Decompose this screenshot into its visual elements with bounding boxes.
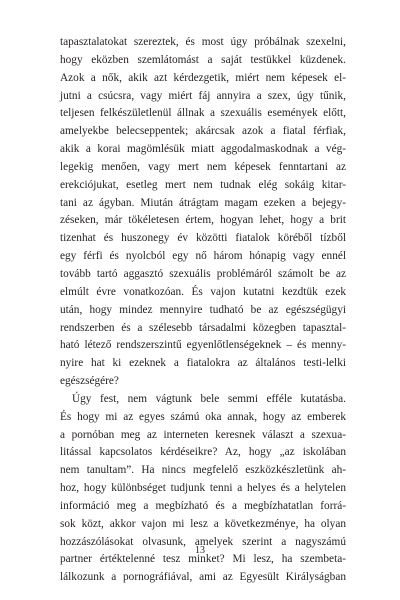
text-line: Azok a nők, akik azt kérdezgetik, miért nem képesek el- <box>60 71 346 84</box>
text-line: nyire hat ki ezeknek a fiatalokra az általános testi-lelki <box>60 357 346 370</box>
paragraph-1 <box>60 34 346 391</box>
text-line: erekciójukat, esetleg mert nem tudnak elég sokáig kitar- <box>60 178 346 191</box>
text-line: hogy eközben szemlátomást a saját testükkel küzdenek. <box>60 53 346 66</box>
text-line: tapasztalatokat szereztek, és most úgy próbálnak szexelni, <box>60 36 346 48</box>
text-line: a pornóban meg az interneten keresnek választ a szexua- <box>60 428 346 441</box>
text-line: litással kapcsolatos kérdéseikre? Az, hogy „az iskolában <box>60 446 346 459</box>
text-line: nem tanultam”. Ha nincs megfelelő eszközkészletünk ah- <box>60 464 346 477</box>
text-line: információ meg a megbízható és a megbízhatatlan forrá- <box>60 499 346 512</box>
text-line: partner értéktelenné tesz minket? Mi lesz, ha szembeta- <box>60 553 346 566</box>
text-line: jutni a csúcsra, vagy miért fáj annyira a szex, úgy tűnik, <box>60 89 346 102</box>
text-line: hozzászólásokat olvasunk, amelyek szerint a nagyszámú <box>60 535 346 548</box>
text-line: teljesen felkészületlenül állnak a szexuális események előtt, <box>60 107 346 120</box>
text-line: egy férfi és nyolcból egy nő három hónapig vagy ennél <box>60 250 346 263</box>
text-line: ható létező rendszerszintű egyenlőtlenségeknek – és menny- <box>60 339 346 352</box>
text-line: legekig menően, vagy mert nem képesek fenntartani az <box>60 160 346 173</box>
text-line: elmúlt évre vonatkozóan. És vajon kutatni kezdtük ezek <box>60 285 346 298</box>
text-line: tovább tartó aggasztó szexuális problémáról számolt be az <box>60 267 346 280</box>
text-line: rendszerben és a szélesebb társadalmi közegben tapasztal- <box>60 321 346 334</box>
text-line: lálkozunk a pornográfiával, ami az Egyesült Királyságban <box>60 571 346 584</box>
text-line: amelyekbe belecseppentek; akárcsak azok a fiatal férfiak, <box>60 125 346 138</box>
paragraph-2 <box>60 391 346 587</box>
body-text <box>60 34 346 587</box>
text-line: tizenhat és huszonegy év közötti fiatalok köréből tízből <box>60 232 346 245</box>
text-line: után, hogy mindez mennyire tudható be az egészségügyi <box>60 303 346 316</box>
text-line: sok közt, akkor vajon mi lesz a következménye, ha olyan <box>60 517 346 530</box>
text-line: akik a korai magömlésük miatt aggodalmaskodnak a vég- <box>60 143 346 156</box>
text-line: egészségére? <box>60 375 119 388</box>
text-line: tani az ágyban. Miután átrágtam magam ezeken a bejegy- <box>60 196 346 209</box>
text-line: És hogy mi az egyes számú oka annak, hogy az emberek <box>60 410 346 423</box>
page-number: 13 <box>195 545 205 556</box>
text-line: hoz, hogy különbséget tudjunk tenni a helyes és a helytelen <box>60 482 346 495</box>
text-line: Úgy fest, nem vágtunk bele semmi efféle kutatásba. <box>72 392 346 405</box>
text-line: zéseken, már tökéletesen értem, hogyan lehet, hogy a brit <box>60 214 346 227</box>
